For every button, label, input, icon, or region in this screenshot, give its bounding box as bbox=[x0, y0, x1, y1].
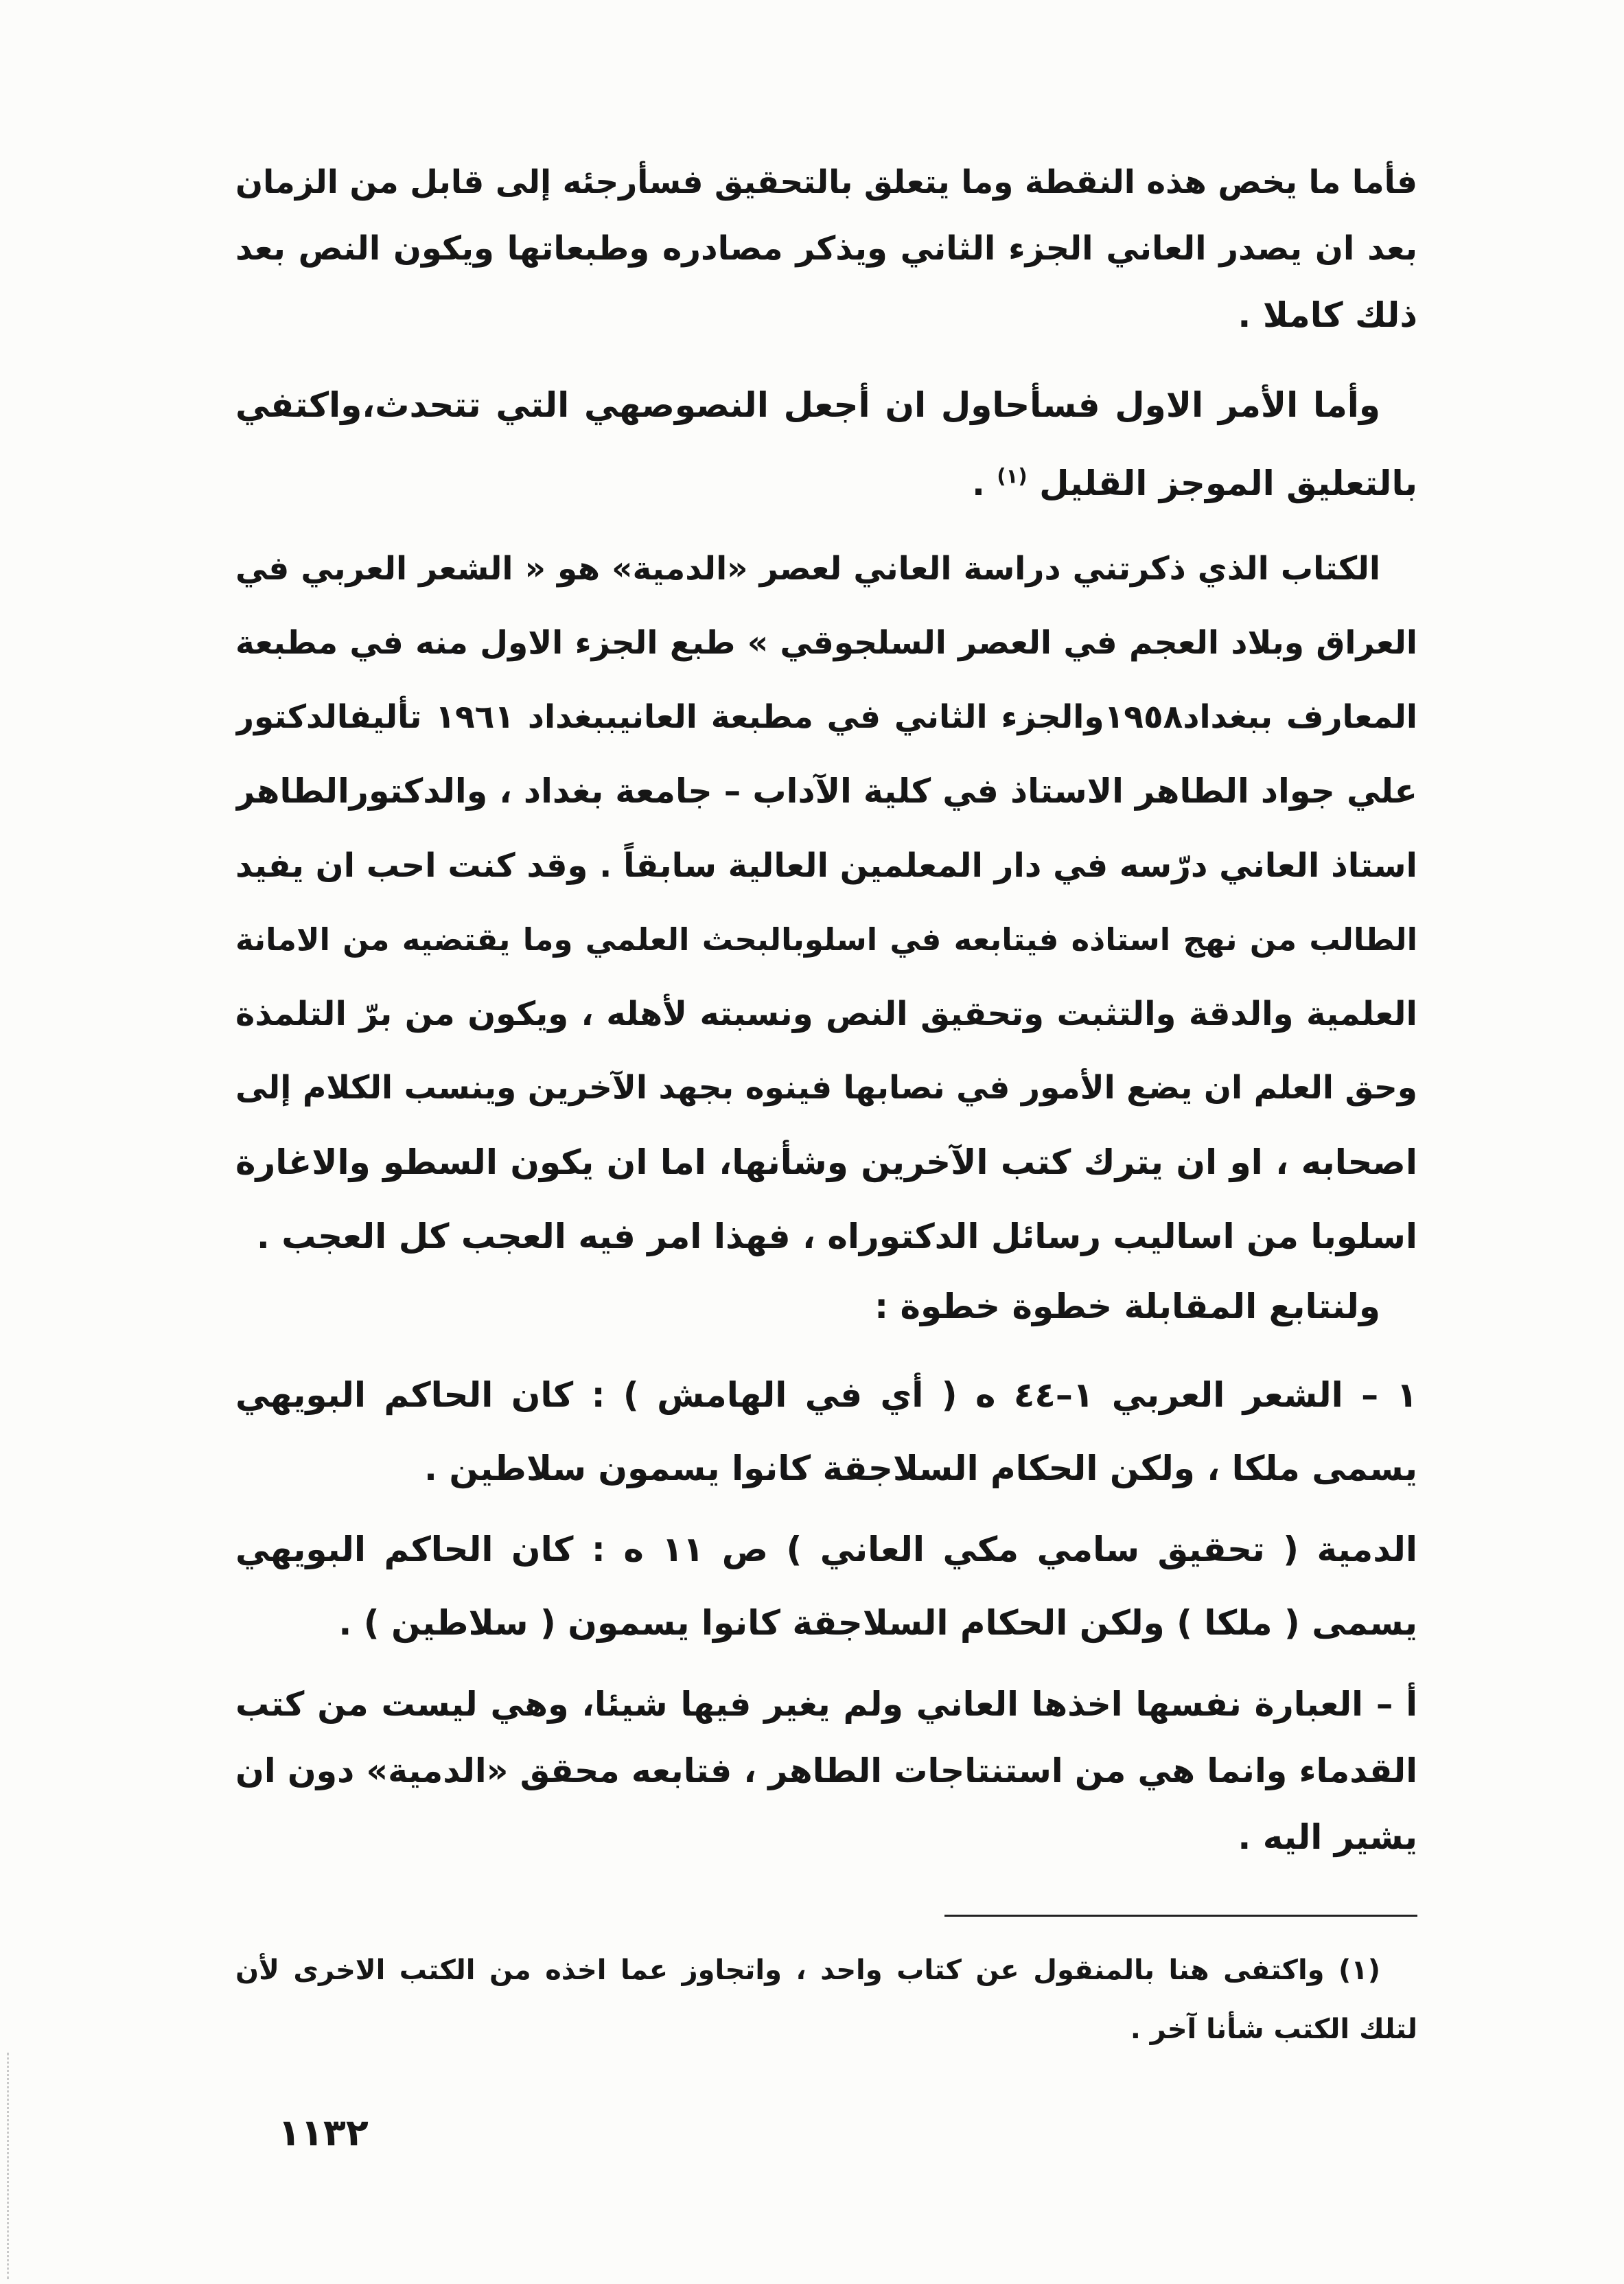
paragraph-line: يسمى ملكا ، ولكن الحكام السلاجقة كانوا يسمون سلاطين . bbox=[424, 1449, 1417, 1488]
page-body bbox=[235, 149, 1417, 2059]
paragraph-line: يسمى ( ملكا ) ولكن الحكام السلاجقة كانوا يسمون ( سلاطين ) . bbox=[338, 1603, 1417, 1643]
paragraph-line: العلمية والدقة والتثبت وتحقيق النص ونسبته لأهله ، ويكون من برّ التلمذة bbox=[235, 995, 1417, 1033]
footnote-separator bbox=[944, 1915, 1417, 1917]
footnote-reference: (١) bbox=[997, 464, 1028, 488]
line-text: بالتعليق الموجز القليل bbox=[1039, 463, 1417, 503]
paragraph-line: استاذ العاني درّسه في دار المعلمين العالية سابقاً . وقد كنت احب ان يفيد bbox=[235, 846, 1417, 885]
note-a-paragraph bbox=[235, 1671, 1417, 1871]
paragraph-line: الطالب من نهج استاذه فيتابعه في اسلوبالبحث العلمي وما يقتضيه من الامانة bbox=[235, 921, 1417, 958]
footnote-line: (١) واكتفى هنا بالمنقول عن كتاب واحد ، واتجاوز عما اخذه من الكتب الاخرى لأن bbox=[235, 1954, 1380, 1986]
scan-edge-dots bbox=[7, 2053, 9, 2279]
paragraph-line: المعارف ببغداد١٩٥٨والجزء الثاني في مطبعة العانيببغداد ١٩٦١ تأليفالدكتور bbox=[235, 698, 1417, 736]
paragraph-line: أ – العبارة نفسها اخذها العاني ولم يغير فيها شيئا، وهي ليست من كتب bbox=[235, 1685, 1417, 1724]
paragraph-line: الدمية ( تحقيق سامي مكي العاني ) ص ١١ ه : كان الحاكم البويهي bbox=[235, 1530, 1417, 1569]
lead-in-line bbox=[235, 1273, 1417, 1340]
paragraph-line: القدماء وانما هي من استنتاجات الطاهر ، فتابعه محقق «الدمية» دون ان bbox=[235, 1751, 1417, 1790]
paragraph-continuation bbox=[235, 149, 1417, 349]
paragraph-line: وحق العلم ان يضع الأمور في نصابها فينوه بجهد الآخرين وينسب الكلام إلى bbox=[235, 1069, 1417, 1107]
paragraph-line: وأما الأمر الاول فسأحاول ان أجعل النصوصهي التي تتحدث،واكتفي bbox=[235, 385, 1380, 425]
paragraph-line: ١ – الشعر العربي ١–٤٤ ه ( أي في الهامش ) : كان الحاكم البويهي bbox=[235, 1375, 1417, 1415]
paragraph-line: علي جواد الطاهر الاستاذ في كلية الآداب – جامعة بغداد ، والدكتورالطاهر bbox=[235, 772, 1417, 811]
comparison-dumya-quote bbox=[235, 1513, 1417, 1660]
paragraph-line: العراق وبلاد العجم في العصر السلجوقي » طبع الجزء الاول منه في مطبعة bbox=[235, 624, 1417, 662]
page-number: ١١٣٢ bbox=[278, 2111, 369, 2154]
comparison-source-quote bbox=[235, 1359, 1417, 1506]
paragraph-line: ذلك كاملا . bbox=[1238, 295, 1417, 335]
footnote-line: لتلك الكتب شأنا آخر . bbox=[1130, 2014, 1417, 2045]
footnote bbox=[235, 1941, 1417, 2059]
paragraph-line: بعد ان يصدر العاني الجزء الثاني ويذكر مصادره وطبعاتها ويكون النص بعد bbox=[235, 229, 1417, 268]
paragraph-commentary-method bbox=[235, 366, 1417, 522]
paragraph-line: يشير اليه . bbox=[1238, 1817, 1417, 1857]
line-end-punctuation: . bbox=[971, 463, 985, 503]
paragraph-source-book bbox=[235, 532, 1417, 1273]
paragraph-line: ولنتابع المقابلة خطوة خطوة : bbox=[874, 1287, 1380, 1326]
paragraph-line bbox=[235, 444, 1417, 522]
paragraph-line: اسلوبا من اساليب رسائل الدكتوراه ، فهذا امر فيه العجب كل العجب . bbox=[256, 1216, 1417, 1256]
paragraph-line: فأما ما يخص هذه النقطة وما يتعلق بالتحقيق فسأرجئه إلى قابل من الزمان bbox=[235, 163, 1417, 201]
paragraph-line: الكتاب الذي ذكرتني دراسة العاني لعصر «الدمية» هو « الشعر العربي في bbox=[235, 550, 1380, 588]
paragraph-line: اصحابه ، او ان يترك كتب الآخرين وشأنها، اما ان يكون السطو والاغارة bbox=[235, 1142, 1417, 1182]
